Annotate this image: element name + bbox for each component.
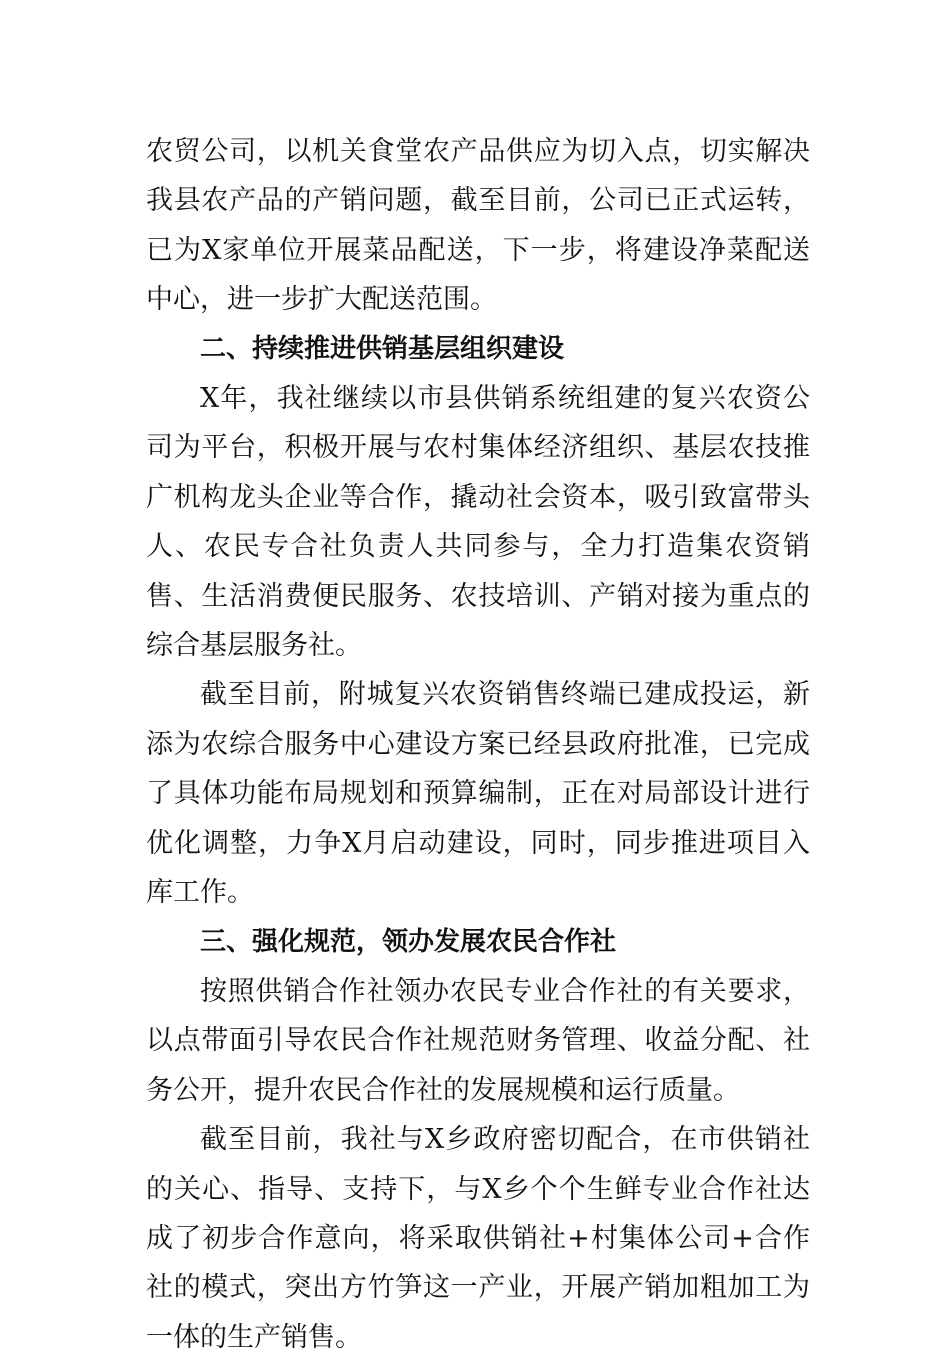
- section-heading-2: 二、持续推进供销基层组织建设: [200, 333, 565, 364]
- paragraph-continuation: 农贸公司，以机关食堂农产品供应为切入点，切实解决我县农产品的产销问题，截至目前，公司已正式运转，已为X家单位开展菜品配送，下一步，将建设净菜配送中心，进一步扩大配送范围。: [146, 136, 810, 316]
- document-body: [146, 127, 810, 1362]
- section-heading-3: 三、强化规范，领办发展农民合作社: [200, 926, 617, 957]
- paragraph-progress-cooperative: 截至目前，我社与X乡政府密切配合，在市供销社的关心、指导、支持下，与X乡个个生鲜专业合作社达成了初步合作意向，将采取供销社+村集体公司+合作社的模式，突出方竹笋这一产业，开展产销加粗加工为一体的生产销售。: [146, 1124, 810, 1353]
- paragraph-progress-terminal: 截至目前，附城复兴农资销售终端已建成投运，新添为农综合服务中心建设方案已经县政府批准，已完成了具体功能布局规划和预算编制，正在对局部设计进行优化调整，力争X月启动建设，同时，同步推进项目入库工作。: [146, 679, 810, 909]
- paragraph-requirements: 按照供销合作社领办农民专业合作社的有关要求，以点带面引导农民合作社规范财务管理、收益分配、社务公开，提升农民合作社的发展规模和运行质量。: [146, 975, 810, 1106]
- paragraph-platform: X年，我社继续以市县供销系统组建的复兴农资公司为平台，积极开展与农村集体经济组织、基层农技推广机构龙头企业等合作，撬动社会资本，吸引致富带头人、农民专合社负责人共同参与，全力打造集农资销售、生活消费便民服务、农技培训、产销对接为重点的综合基层服务社。: [146, 383, 810, 662]
